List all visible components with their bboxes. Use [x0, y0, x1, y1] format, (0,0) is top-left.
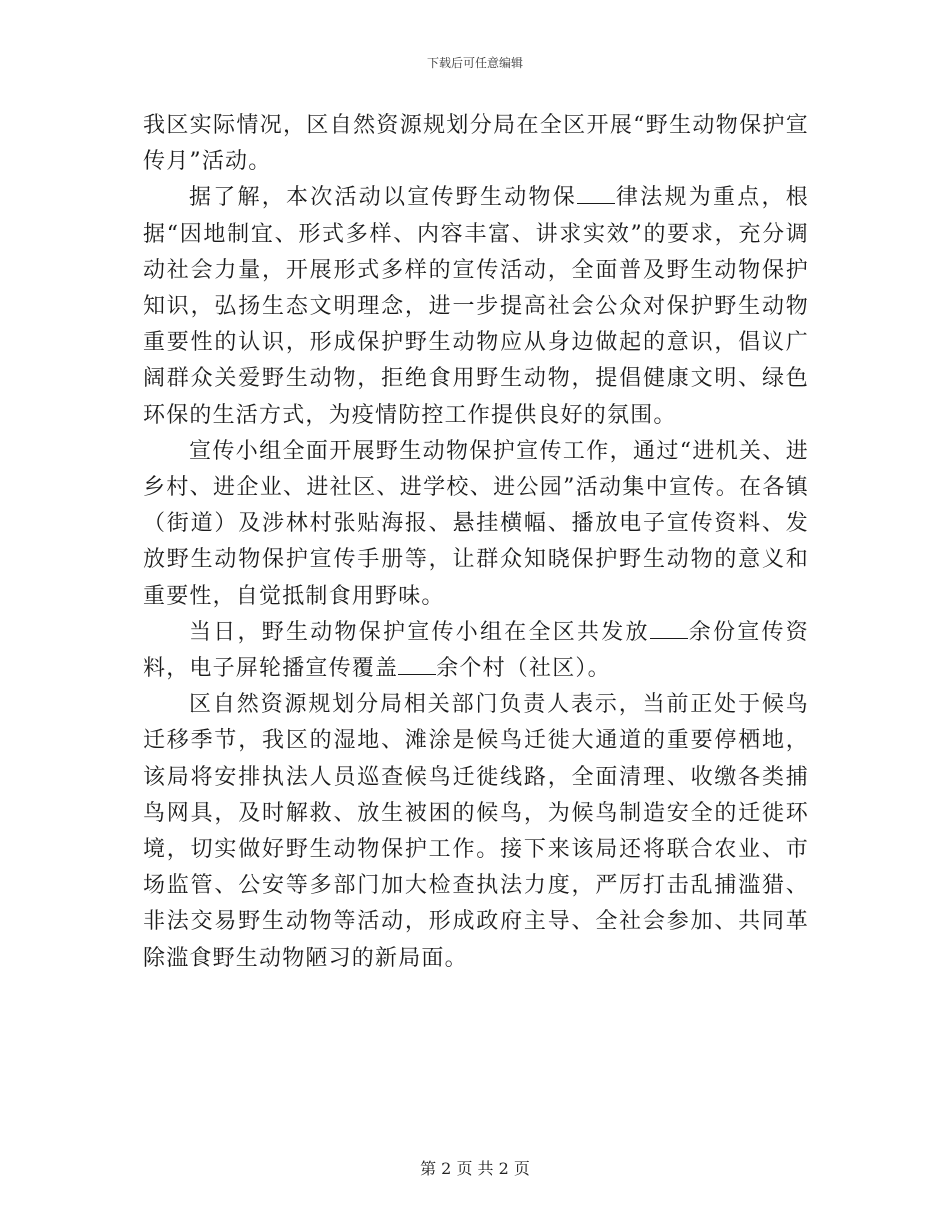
paragraph-text: 余份宣传资料，电子屏轮播宣传覆盖	[143, 619, 809, 682]
paragraph-text: 宣传小组全面开展野生动物保护宣传工作，通过“进机关、进乡村、进企业、进社区、进学校、进公园”活动集中宣传。在各镇（街道）及涉林村张贴海报、悬挂横幅、播放电子宣传资料、发放野生动物保护宣传手册等，让群众知晓保护野生动物的意义和重要性，自觉抵制食用野味。	[143, 438, 809, 609]
paragraph-publicity-work	[143, 434, 809, 615]
fill-blank	[650, 618, 688, 639]
page-footer: 第 2 页 共 2 页	[420, 1159, 530, 1178]
fill-blank	[398, 654, 436, 675]
fill-blank	[577, 183, 615, 204]
paragraph-text: 据了解，本次活动以宣传野生动物保	[189, 185, 577, 211]
paragraph-text: 当日，野生动物保护宣传小组在全区共发放	[189, 619, 650, 645]
paragraph-bird-migration	[143, 687, 809, 977]
paragraph-activity-overview	[143, 180, 809, 433]
paragraph-text: 律法规为重点，根据“因地制宜、形式多样、内容丰富、讲求实效”的要求，充分调动社会力量，开展形式多样的宣传活动，全面普及野生动物保护知识，弘扬生态文明理念，进一步提高社会公众对保护野生动物重要性的认识，形成保护野生动物应从身边做起的意识，倡议广阔群众关爱野生动物，拒绝食用野生动物，提倡健康文明、绿色环保的生活方式，为疫情防控工作提供良好的氛围。	[143, 185, 809, 428]
paragraph-text: 区自然资源规划分局相关部门负责人表示，当前正处于候鸟迁移季节，我区的湿地、滩涂是候鸟迁徙大通道的重要停栖地，该局将安排执法人员巡查候鸟迁徙线路，全面清理、收缴各类捕鸟网具，及时解救、放生被困的候鸟，为候鸟制造安全的迁徙环境，切实做好野生动物保护工作。接下来该局还将联合农业、市场监管、公安等多部门加大检查执法力度，严厉打击乱捕滥猎、非法交易野生动物等活动，形成政府主导、全社会参加、共同革除滥食野生动物陋习的新局面。	[143, 692, 809, 971]
page-header: 下载后可任意编辑	[426, 56, 523, 70]
paragraph-intro	[143, 108, 809, 180]
document-body	[143, 108, 809, 977]
paragraph-text: 我区实际情况，区自然资源规划分局在全区开展“野生动物保护宣传月”活动。	[143, 113, 809, 175]
paragraph-text: 余个村（社区）。	[436, 656, 611, 682]
paragraph-distribution-stats	[143, 615, 809, 687]
